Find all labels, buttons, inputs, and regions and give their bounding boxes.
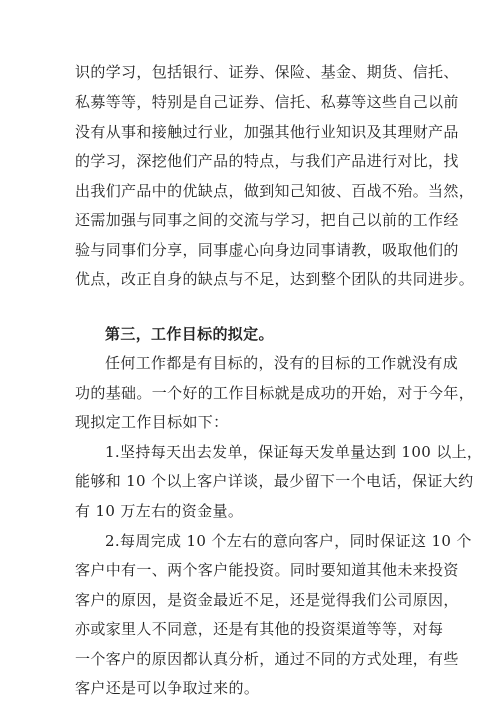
list-item-line: 有 10 万左右的资金量。 — [75, 502, 244, 520]
paragraph-line: 任何工作都是有目标的，没有的目标的工作就没有成 — [105, 354, 459, 372]
list-item-line: 2.每周完成 10 个左右的意向客户，同时保证这 10 个 — [105, 532, 472, 550]
paragraph-line: 还需加强与同事之间的交流与学习，把自己以前的工作经 — [75, 211, 459, 229]
list-item-line: 一个客户的原因都认真分析，通过不同的方式处理，有些 — [75, 650, 459, 668]
paragraph-line: 没有从事和接触过行业，加强其他行业知识及其理财产品 — [75, 123, 459, 141]
list-item-line: 亦或家里人不同意，还是有其他的投资渠道等等，对每 — [75, 620, 444, 638]
paragraph-line: 优点，改正自身的缺点与不足，达到整个团队的共同进步。 — [75, 270, 475, 288]
list-item-line: 客户的原因，是资金最近不足，还是觉得我们公司原因， — [75, 591, 459, 609]
paragraph-line: 验与同事们分享，同事虚心向身边同事请教，吸取他们的 — [75, 241, 459, 259]
list-item-line: 能够和 10 个以上客户详谈，最少留下一个电话，保证大约 — [75, 472, 474, 490]
list-item-line: 客户还是可以争取过来的。 — [75, 679, 260, 697]
paragraph-line: 出我们产品中的优缺点，做到知己知彼、百战不殆。当然， — [75, 182, 475, 200]
list-item-line: 1.坚持每天出去发单，保证每天发单量达到 100 以上， — [105, 443, 483, 461]
section-heading: 第三，工作目标的拟定。 — [105, 325, 274, 343]
paragraph-line: 功的基础。一个好的工作目标就是成功的开始，对于今年， — [75, 384, 475, 402]
list-item-line: 客户中有一、两个客户能投资。同时要知道其他未来投资 — [75, 561, 459, 579]
paragraph-line: 识的学习，包括银行、证券、保险、基金、期货、信托、 — [75, 63, 459, 81]
paragraph-line: 的学习，深挖他们产品的特点，与我们产品进行对比，找 — [75, 152, 459, 170]
paragraph-line: 私募等等，特别是自己证券、信托、私募等这些自己以前 — [75, 93, 459, 111]
paragraph-line: 现拟定工作目标如下： — [75, 413, 229, 431]
